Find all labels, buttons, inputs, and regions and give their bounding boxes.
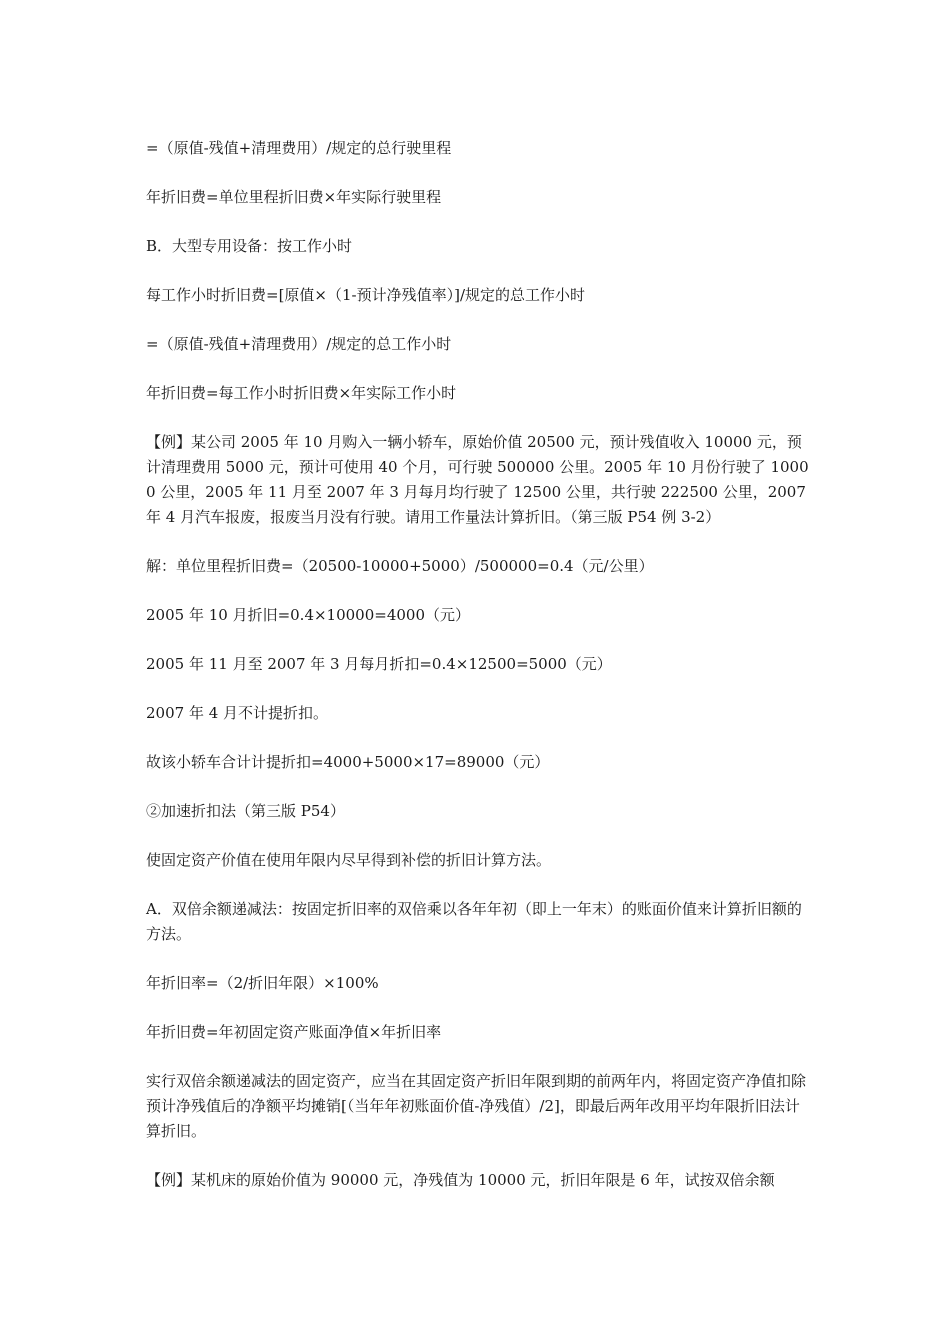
paragraph: =（原值-残值+清理费用）/规定的总行驶里程 — [146, 139, 452, 157]
paragraph: B．大型专用设备：按工作小时 — [146, 237, 353, 255]
paragraph: 使固定资产价值在使用年限内尽早得到补偿的折旧计算方法。 — [146, 851, 552, 869]
paragraph: =（原值-残值+清理费用）/规定的总工作小时 — [146, 335, 452, 353]
paragraph: 2007 年 4 月不计提折扣。 — [146, 704, 329, 722]
paragraph: 实行双倍余额递减法的固定资产，应当在其固定资产折旧年限到期的前两年内，将固定资产净值扣除预计净残值后的净额平均摊销[（当年年初账面价值-净残值）/2]，即最后两年改用平均年限折旧法计算折旧。 — [146, 1072, 807, 1140]
document-body — [146, 136, 814, 1217]
paragraph: 2005 年 10 月折旧=0.4×10000=4000（元） — [146, 606, 471, 624]
example-paragraph: 【例】某公司 2005 年 10 月购入一辆小轿车，原始价值 20500 元，预计残值收入 10000 元，预计清理费用 5000 元，预计可使用 40 个月，可行驶 500000 公里。2005 年 10 月份行驶了 10000 公里，2005 年 11 月至 2007 年 3 月每月均行驶了 12500 公里，共行驶 222500 公里，2007 年 4 月汽车报废，报废当月没有行驶。请用工作量法计算折旧。（第三版 P54 例 3-2） — [146, 433, 809, 526]
paragraph: 年折旧率=（2/折旧年限）×100% — [146, 974, 379, 992]
paragraph: 2005 年 11 月至 2007 年 3 月每月折扣=0.4×12500=5000（元） — [146, 655, 612, 673]
paragraph: 年折旧费=每工作小时折旧费×年实际工作小时 — [146, 384, 457, 402]
paragraph: 每工作小时折旧费=[原值×（1-预计净残值率）]/规定的总工作小时 — [146, 286, 586, 304]
section-heading: ②加速折扣法（第三版 P54） — [146, 802, 345, 820]
paragraph: 年折旧费=单位里程折旧费×年实际行驶里程 — [146, 188, 442, 206]
example-paragraph: 【例】某机床的原始价值为 90000 元，净残值为 10000 元，折旧年限是 6 年，试按双倍余额 — [146, 1171, 775, 1189]
paragraph: 年折旧费=年初固定资产账面净值×年折旧率 — [146, 1023, 442, 1041]
paragraph: A．双倍余额递减法：按固定折旧率的双倍乘以各年年初（即上一年末）的账面价值来计算折旧额的方法。 — [146, 900, 802, 943]
paragraph: 故该小轿车合计计提折扣=4000+5000×17=89000（元） — [146, 753, 550, 771]
paragraph: 解：单位里程折旧费=（20500-10000+5000）/500000=0.4（元/公里） — [146, 557, 654, 575]
